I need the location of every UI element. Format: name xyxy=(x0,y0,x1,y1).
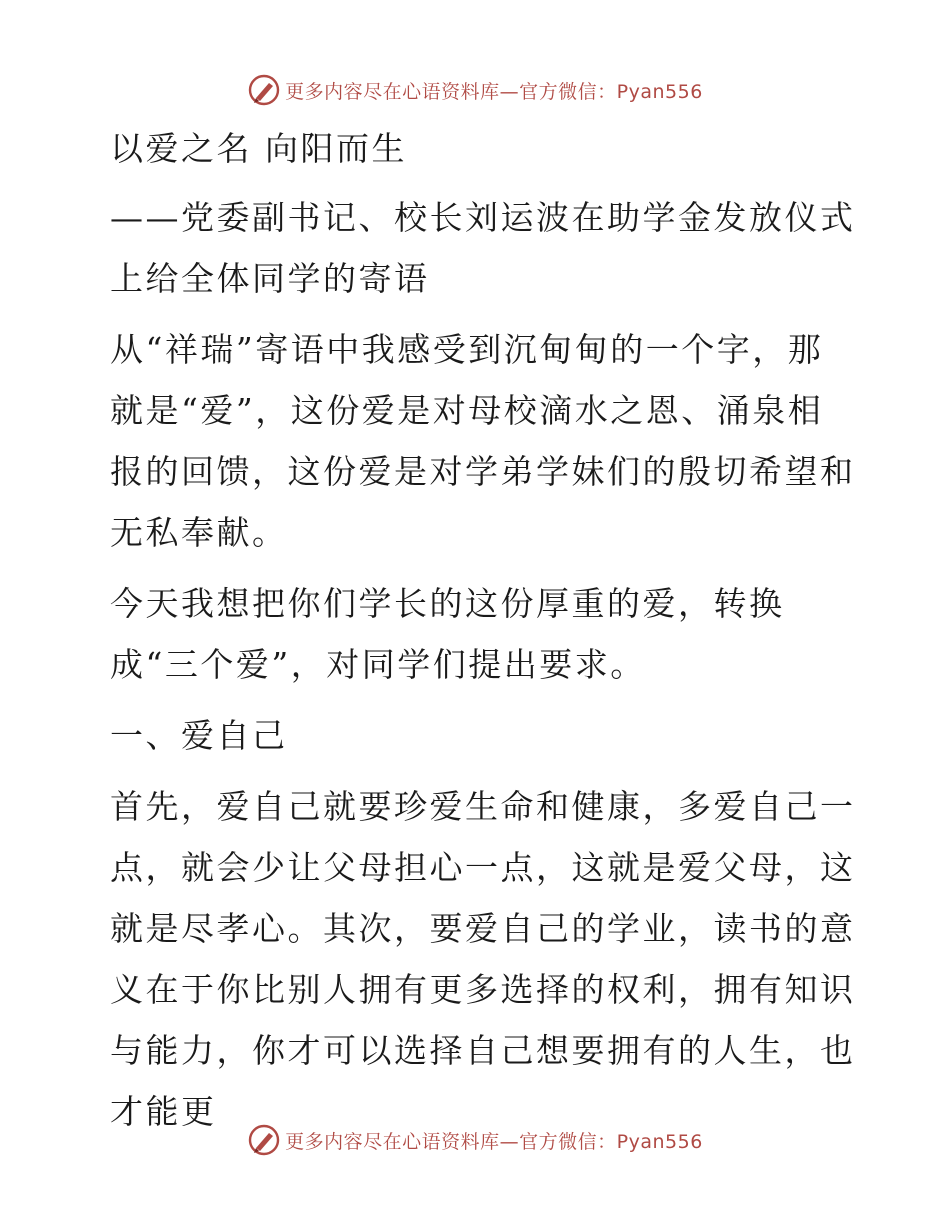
pen-logo-icon xyxy=(247,1123,281,1157)
watermark-text: 更多内容尽在心语资料库—官方微信：Pyan556 xyxy=(285,1130,703,1153)
watermark-group xyxy=(247,1123,703,1157)
header-watermark xyxy=(0,70,950,110)
paragraph-2: 今天我想把你们学长的这份厚重的爱，转换成“三个爱”，对同学们提出要求。 xyxy=(110,584,785,684)
footer-watermark xyxy=(0,1120,950,1160)
watermark-group xyxy=(247,73,703,107)
section-heading: 一、爱自己 xyxy=(110,716,288,755)
document-title: 以爱之名 向阳而生 xyxy=(110,129,407,168)
document-body xyxy=(98,118,858,1152)
pen-logo-icon xyxy=(247,73,281,107)
paragraph-3: 首先，爱自己就要珍爱生命和健康，多爱自己一点，就会少让父母担心一点，这就是爱父母，这就是尽孝心。其次，要爱自己的学业，读书的意义在于你比别人拥有更多选择的权利，拥有知识与能力，你才可以选择自己想要拥有的人生，也才能更 xyxy=(110,787,856,1131)
document-subtitle: ——党委副书记、校长刘运波在助学金发放仪式上给全体同学的寄语 xyxy=(110,198,856,298)
paragraph-1: 从“祥瑞”寄语中我感受到沉甸甸的一个字，那就是“爱”，这份爱是对母校滴水之恩、涌泉相报的回馈，这份爱是对学弟学妹们的殷切希望和无私奉献。 xyxy=(110,330,856,552)
watermark-text: 更多内容尽在心语资料库—官方微信：Pyan556 xyxy=(285,80,703,103)
